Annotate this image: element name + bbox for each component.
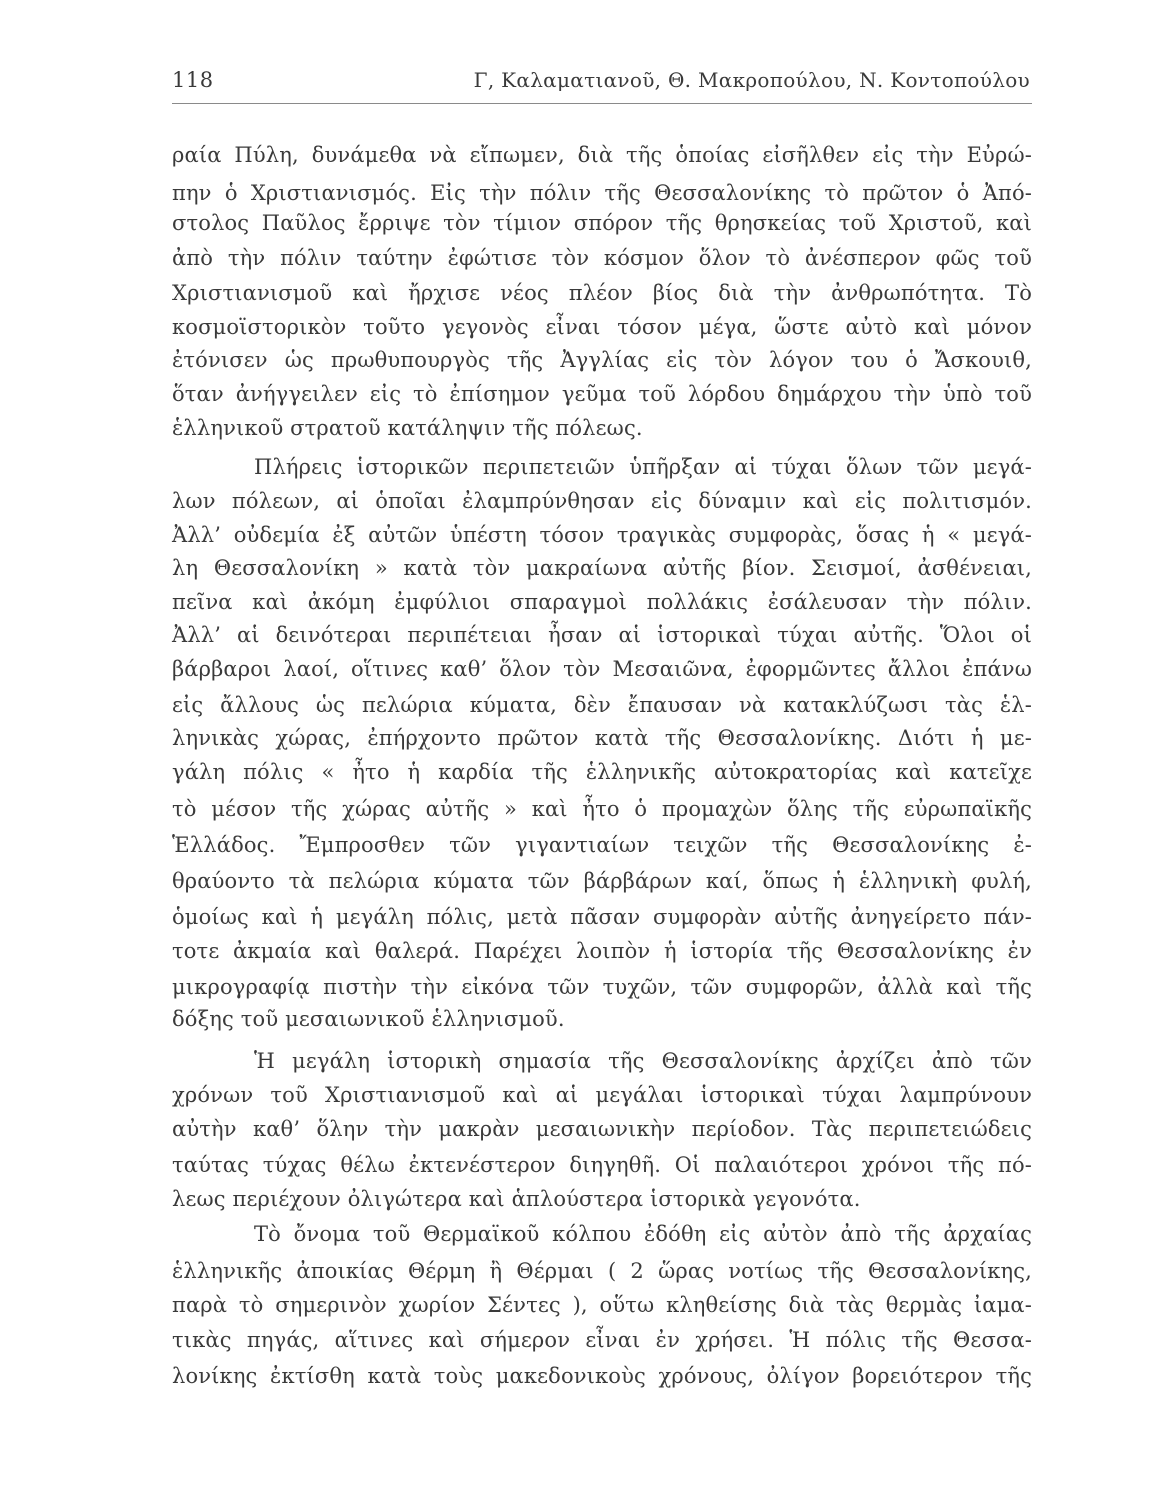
- text-line: ταύτας τύχας θέλω ἐκτενέστερον διηγηθῆ. Οἱ παλαιότεροι χρόνοι τῆς πό-: [172, 1153, 1032, 1177]
- text-line: ὁμοίως καὶ ἡ μεγάλη πόλις, μετὰ πᾶσαν συμφορὰν αὐτῆς ἀνηγείρετο πάν-: [172, 905, 1032, 929]
- text-line: λεως περιέχουν ὀλιγώτερα καὶ ἁπλούστερα ἱστορικὰ γεγονότα.: [172, 1187, 861, 1211]
- text-line: χρόνων τοῦ Χριστιανισμοῦ καὶ αἱ μεγάλαι ἱστορικαὶ τύχαι λαμπρύνουν: [172, 1083, 1032, 1107]
- text-line: Ἀλλ’ αἱ δεινότεραι περιπέτειαι ἦσαν αἱ ἱστορικαὶ τύχαι αὐτῆς. Ὅλοι οἱ: [172, 623, 1032, 647]
- text-line: θραύοντο τὰ πελώρια κύματα τῶν βάρβάρων καί, ὅπως ἡ ἑλληνικὴ φυλή,: [172, 869, 1032, 893]
- text-line: ραία Πύλη, δυνάμεθα νὰ εἴπωμεν, διὰ τῆς ὁποίας εἰσῆλθεν εἰς τὴν Εὐρώ-: [172, 143, 1032, 167]
- text-line: αὐτὴν καθ’ ὅλην τὴν μακρὰν μεσαιωνικὴν περίοδον. Τὰς περιπετειώδεις: [172, 1117, 1032, 1141]
- text-line: λων πόλεων, αἱ ὁποῖαι ἐλαμπρύνθησαν εἰς δύναμιν καὶ εἰς πολιτισμόν.: [172, 489, 1032, 513]
- page-number: 118: [172, 68, 214, 92]
- text-line: τὸ μέσον τῆς χώρας αὐτῆς » καὶ ἦτο ὁ προμαχὼν ὅλης τῆς εὐρωπαϊκῆς: [172, 797, 1032, 821]
- text-line: στολος Παῦλος ἔρριψε τὸν τίμιον σπόρον τῆς θρησκείας τοῦ Χριστοῦ, καὶ: [172, 211, 1032, 235]
- text-line: Πλήρεις ἱστορικῶν περιπετειῶν ὑπῆρξαν αἱ τύχαι ὅλων τῶν μεγά-: [254, 455, 1032, 479]
- text-line: παρὰ τὸ σημερινὸν χωρίον Σέντες ), οὕτω κληθείσης διὰ τὰς θερμὰς ἰαμα-: [172, 1293, 1032, 1317]
- text-line: λονίκης ἐκτίσθη κατὰ τοὺς μακεδονικοὺς χρόνους, ὀλίγον βορειότερον τῆς: [172, 1364, 1032, 1388]
- page-header: [172, 66, 1030, 106]
- text-line: ἀπὸ τὴν πόλιν ταύτην ἐφώτισε τὸν κόσμον ὅλον τὸ ἀνέσπερον φῶς τοῦ: [172, 246, 1032, 270]
- text-line: εἰς ἄλλους ὡς πελώρια κύματα, δὲν ἔπαυσαν νὰ κατακλύζωσι τὰς ἑλ-: [172, 693, 1032, 717]
- text-line: κοσμοϊστορικὸν τοῦτο γεγονὸς εἶναι τόσον μέγα, ὥστε αὐτὸ καὶ μόνον: [172, 315, 1032, 339]
- text-line: ἑλληνικοῦ στρατοῦ κατάληψιν τῆς πόλεως.: [172, 416, 643, 440]
- text-line: τοτε ἀκμαία καὶ θαλερά. Παρέχει λοιπὸν ἡ ἱστορία τῆς Θεσσαλονίκης ἐν: [172, 939, 1032, 963]
- text-line: ἐτόνισεν ὡς πρωθυπουργὸς τῆς Ἀγγλίας εἰς τὸν λόγον του ὁ Ἄσκουιθ,: [172, 348, 1032, 372]
- text-line: ληνικὰς χώρας, ἐπήρχοντο πρῶτον κατὰ τῆς Θεσσαλονίκης. Διότι ἡ με-: [172, 726, 1032, 750]
- text-line: ὅταν ἀνήγγειλεν εἰς τὸ ἐπίσημον γεῦμα τοῦ λόρδου δημάρχου τὴν ὑπὸ τοῦ: [172, 382, 1032, 406]
- text-line: βάρβαροι λαοί, οἵτινες καθ’ ὅλον τὸν Μεσαιῶνα, ἐφορμῶντες ἄλλοι ἐπάνω: [172, 657, 1032, 681]
- text-line: γάλη πόλις « ἦτο ἡ καρδία τῆς ἑλληνικῆς αὐτοκρατορίας καὶ κατεῖχε: [172, 760, 1032, 784]
- running-head: Γ, Καλαματιανοῦ, Θ. Μακροπούλου, Ν. Κοντοπούλου: [473, 68, 1030, 92]
- text-line: Ἀλλ’ οὐδεμία ἐξ αὐτῶν ὑπέστη τόσον τραγικὰς συμφορὰς, ὅσας ἡ « μεγά-: [172, 523, 1032, 547]
- text-line: ἑλληνικῆς ἀποικίας Θέρμη ἢ Θέρμαι ( 2 ὥρας νοτίως τῆς Θεσσαλονίκης,: [172, 1259, 1032, 1283]
- text-line: δόξης τοῦ μεσαιωνικοῦ ἑλληνισμοῦ.: [172, 1007, 565, 1031]
- text-line: Ἑλλάδος. Ἔμπροσθεν τῶν γιγαντιαίων τειχῶν τῆς Θεσσαλονίκης ἐ-: [172, 833, 1032, 857]
- header-rule: [172, 103, 1032, 104]
- text-line: πην ὁ Χριστιανισμός. Εἰς τὴν πόλιν τῆς Θεσσαλονίκης τὸ πρῶτον ὁ Ἀπό-: [172, 181, 1032, 205]
- text-line: λη Θεσσαλονίκη » κατὰ τὸν μακραίωνα αὐτῆς βίον. Σεισμοί, ἀσθένειαι,: [172, 556, 1032, 580]
- text-line: Χριστιανισμοῦ καὶ ἤρχισε νέος πλέον βίος διὰ τὴν ἀνθρωπότητα. Τὸ: [172, 281, 1032, 305]
- text-line: πεῖνα καὶ ἀκόμη ἐμφύλιοι σπαραγμοὶ πολλάκις ἐσάλευσαν τὴν πόλιν.: [172, 590, 1032, 614]
- text-line: Ἡ μεγάλη ἱστορικὴ σημασία τῆς Θεσσαλονίκης ἀρχίζει ἀπὸ τῶν: [254, 1049, 1032, 1073]
- text-line: Τὸ ὄνομα τοῦ Θερμαϊκοῦ κόλπου ἐδόθη εἰς αὐτὸν ἀπὸ τῆς ἀρχαίας: [254, 1222, 1032, 1246]
- text-line: μικρογραφίᾳ πιστὴν τὴν εἰκόνα τῶν τυχῶν, τῶν συμφορῶν, ἀλλὰ καὶ τῆς: [172, 975, 1032, 999]
- text-line: τικὰς πηγάς, αἵτινες καὶ σήμερον εἶναι ἐν χρήσει. Ἡ πόλις τῆς Θεσσα-: [172, 1328, 1032, 1352]
